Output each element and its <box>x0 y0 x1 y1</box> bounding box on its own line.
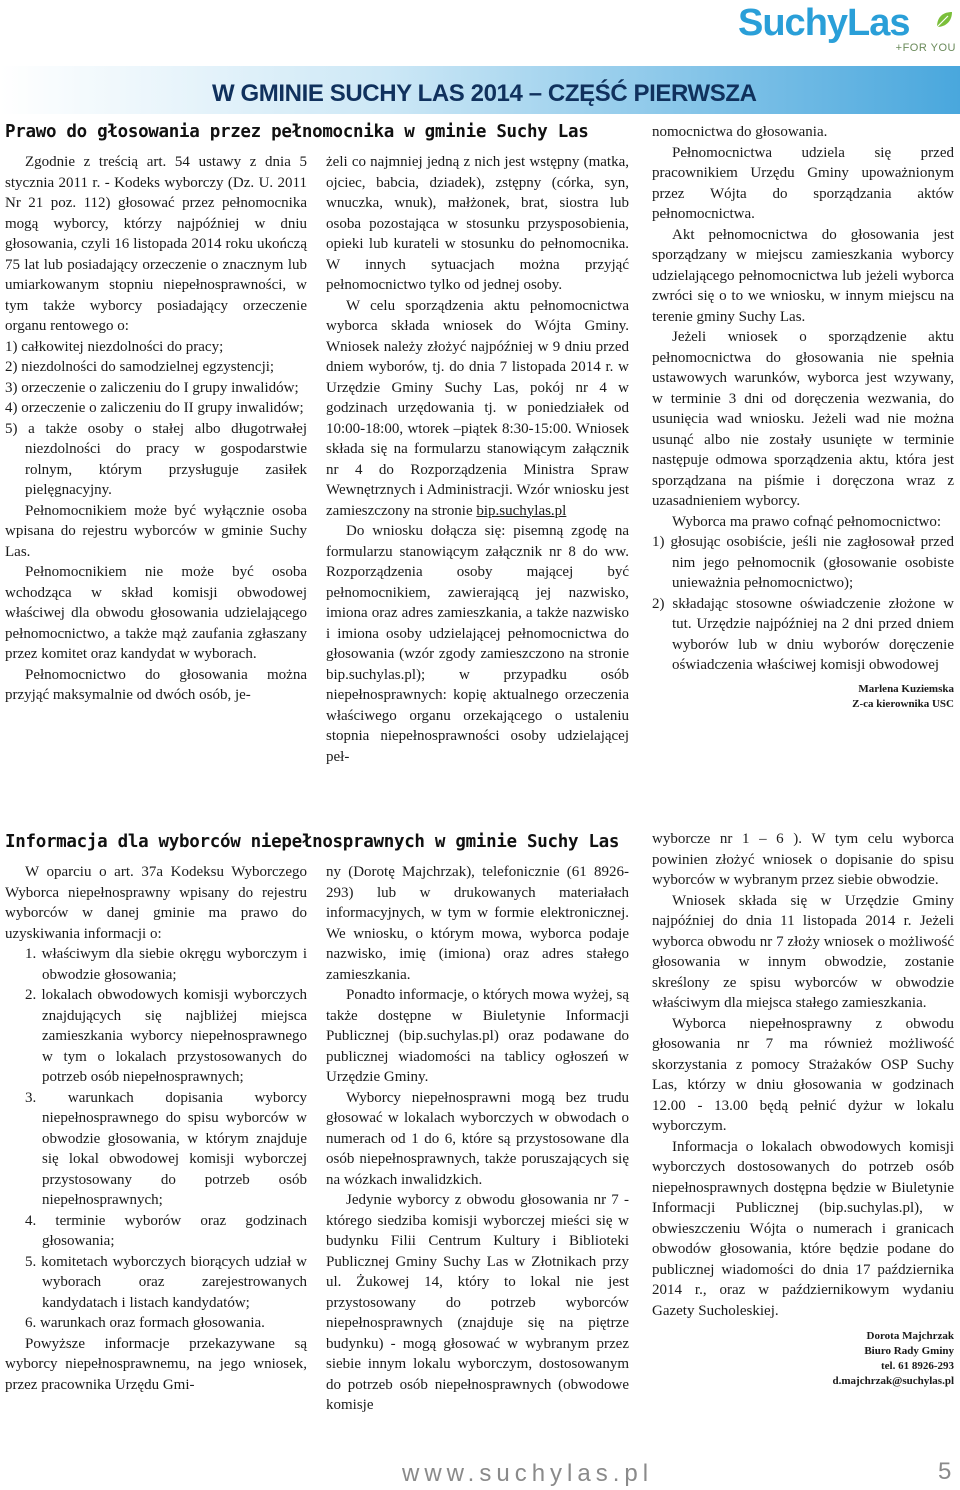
paragraph: Pełnomocnikiem może być wyłącznie osoba wpisana do rejestru wyborców w gminie Suchy Las. <box>5 502 307 560</box>
paragraph: żeli co najmniej jedną z nich jest wstępny (matka, ojciec, babcia, dziadek), zstępny (córka, syn, wnuczka, wnuk), małżonek, brat, siostra lub osoba pozostająca w stosunku przysposobienia, opieki lub kurateli w stosunku do pełnomocnika. W innych sytuacjach można przyjąć pełnomocnictwo tylko od jednej osoby. <box>326 154 629 293</box>
signature-name: Dorota Majchrzak <box>866 1330 954 1342</box>
paragraph: Akt pełnomocnictwa do głosowania jest sporządzany w miejscu zamieszkania wyborcy udzielającego pełnomocnictwa lub jeżeli wyborca zwróci się o to we wniosku, w innym miejscu na terenie gminy Suchy Las. <box>652 226 954 325</box>
leaf-icon <box>934 10 954 30</box>
section2-column-2 <box>326 862 629 1416</box>
paragraph: Powyższe informacje przekazywane są wyborcy niepełnosprawnemu, na jego wniosek, przez pracownika Urzędu Gmi- <box>5 1335 307 1393</box>
section1-title: Prawo do głosowania przez pełnomocnika w gminie Suchy Las <box>5 122 589 142</box>
suchy-las-logo <box>738 2 958 58</box>
list-item: 5. komitetach wyborczych biorących udział w wyborach oraz zarejestrowanych kandydatach i listach kandydatów; <box>25 1253 307 1311</box>
paragraph: W celu sporządzenia aktu pełnomocnictwa wyborca składa wniosek do Wójta Gminy. Wniosek należy złożyć najpóźniej w 9 dniu przed dniem wyborów, tj. do dnia 7 listopada 2014 r. w Urzędzie Gminy Suchy Las, pokój nr 4 w godzinach urzędowania tj. w poniedziałek od 10:00-18:00, wtorek –piątek 8:30-15:00. Wniosek składa się na formularzu stanowiącym załącznik nr 4 do Rozporządzenia Ministra Spraw Wewnętrznych i Administracji. Wzór wniosku jest zamieszczony na stronie bip.suchylas.pl <box>326 297 629 519</box>
paragraph: Wyborcy niepełnosprawni mogą bez trudu głosować w lokalach wyborczych w obwodach o numerach od 1 do 6, które są przystosowane dla osób niepełnosprawnych, także poruszających się na wózkach inwalidzkich. <box>326 1089 629 1188</box>
paragraph: Pełnomocnictwo do głosowania można przyjąć maksymalnie od dwóch osób, je- <box>5 666 307 703</box>
banner-title: W GMINIE SUCHY LAS 2014 – CZĘŚĆ PIERWSZA <box>212 80 757 107</box>
section1-column-1 <box>5 152 307 706</box>
paragraph: W oparciu o art. 37a Kodeksu Wyborczego Wyborca niepełnosprawny wpisany do rejestru wyborców w danej gminie ma prawo do uzyskiwania informacji o: <box>5 864 307 942</box>
list-item: 2) niezdolności do samodzielnej egzystencji; <box>5 359 275 375</box>
paragraph: Wniosek składa się w Urzędzie Gminy najpóźniej do dnia 11 listopada 2014 r. Jeżeli wyborca obwodu nr 7 złoży wniosek o możliwość głosowania w innym obwodzie, zostanie skreślony ze spisu wyborców w obwodzie właściwym dla miejsca stałego zamieszkania. <box>652 892 954 1011</box>
section1-column-3 <box>652 122 954 712</box>
paragraph: wyborcze nr 1 – 6 ). W tym celu wyborca powinien złożyć wniosek o dopisanie do spisu wyborców w wybranym przez siebie obwodzie. <box>652 831 954 888</box>
signature-org: Biuro Rady Gminy <box>864 1345 954 1357</box>
list-item: 4) orzeczenie o zaliczeniu do II grupy inwalidów; <box>5 400 304 416</box>
paragraph: Wyborca ma prawo cofnąć pełnomocnictwo: <box>672 513 941 530</box>
paragraph: Informacja o lokalach obwodowych komisji wyborczych dostosowanych do potrzeb osób niepełnosprawnych dostępna będzie w Biuletynie Informacji Publicznej (bip.suchylas.pl), w obwieszczeniu Wójta o numerach i granicach obwodów głosowania, które będzie podane do publicznej wiadomości do dnia 17 października 2014 r., oraz w październikowym wydaniu Gazety Sucholeskiej. <box>652 1138 954 1319</box>
paragraph: ny (Dorotę Majchrzak), telefonicznie (61 8926-293) lub w drukowanych materiałach informacyjnych, w tym w formie elektronicznej. We wniosku, o którym mowa, wyborca podaje nazwisko, imię (imiona) oraz adres stałego zamieszkania. <box>326 864 629 983</box>
paragraph: Zgodnie z treścią art. 54 ustawy z dnia 5 stycznia 2011 r. - Kodeks wyborczy (Dz. U. 2011 Nr 21 poz. 112) głosować przez pełnomocnika mogą wyborcy, którzy najpóźniej w dniu głosowania, czyli 16 listopada 2014 roku ukończą 75 lat lub posiadający orzeczenie o znacznym lub umiarkowanym stopniu niepełnosprawności, w tym także wyborcy posiadający orzeczenie organu rentowego o: <box>5 154 307 334</box>
list-item: 5) a także osoby o stałej albo długotrwałej niezdolności do pracy w gospodarstwie rolnym, którym przysługuje zasiłek pielęgnacyjny. <box>5 420 307 498</box>
list-item: 1) całkowitej niezdolności do pracy; <box>5 338 224 355</box>
list-item: 3. warunkach dopisania wyborcy niepełnosprawnego do spisu wyborców w obwodzie głosowania, w którym znajduje się lokal obwodowej komisji wyborczej przystosowany do potrzeb osób niepełnosprawnych; <box>25 1089 307 1208</box>
signature-block <box>652 682 954 712</box>
bip-link[interactable]: bip.suchylas.pl <box>476 502 567 519</box>
signature-name: Marlena Kuziemska <box>858 682 954 695</box>
list-item: 1) głosując osobiście, jeśli nie zagłosował przed nim jego pełnomocnik (głosowanie osobiste unieważnia pełnomocnictwo); <box>652 534 954 591</box>
paragraph: Jedynie wyborcy z obwodu głosowania nr 7 - którego siedziba komisji wyborczej mieści się w budynku Filii Centrum Kultury i Biblioteki Publicznej Gminy Suchy Las w Złotnikach przy ul. Żukowej 14, który to lokal nie jest przystosowany do potrzeb wyborców niepełnosprawnych (znajduje się na piętrze budynku) - mogą głosować w wybranym przez siebie innym lokalu wyborczym, dostosowanym do potrzeb osób niepełnosprawnych (obwodowe komisje <box>326 1192 629 1413</box>
signature-phone: tel. 61 8926-293 <box>880 1360 954 1372</box>
list-item: 2) składając stosowne oświadczenie złożone w tut. Urzędzie najpóźniej na 2 dni przed dniem wyborów lub w dniu wyborów doręczenie oświadczenia właściwej komisji obwodowej <box>652 595 954 673</box>
paragraph: Pełnomocnictwa udziela się przed pracownikiem Urzędu Gminy upoważnionym przez Wójta do sporządzania aktów pełnomocnictwa. <box>652 144 954 222</box>
section1-column-2 <box>326 152 629 767</box>
page-number: 5 <box>938 1458 952 1485</box>
list-item: 2. lokalach obwodowych komisji wyborczych znajdujących się najbliżej miejsca zamieszkania wyborcy niepełnosprawnego w tym o lokalach przystosowanych do potrzeb osób niepełnosprawnych; <box>25 987 307 1085</box>
signature-block <box>652 1329 954 1389</box>
logo-tagline: +FOR YOU <box>895 42 956 54</box>
logo-wordmark: SuchyLas <box>738 2 910 44</box>
paragraph: Pełnomocnikiem nie może być osoba wchodząca w skład komisji obwodowej właściwej dla obwodu głosowania udzielającego pełnomocnictwo, a także mąż zaufania zgłaszany przez komitet oraz kandydat w wyborach. <box>5 564 307 662</box>
section2-column-3 <box>652 829 954 1389</box>
list-item: 3) orzeczenie o zaliczeniu do I grupy inwalidów; <box>5 379 299 396</box>
paragraph: Jeżeli wniosek o sporządzenie aktu pełnomocnictwa do głosowania nie spełnia ustawowych warunków, wyborca jest wzywany, w terminie 3 dni od doręczenia wezwania, do usunięcia wad wniosku. Jeżeli wad nie można usunąć albo nie zostały usunięte w terminie następuje odmowa sporządzenia aktu, która jest sporządzana na piśmie i doręczona wraz z uzasadnieniem wyborcy. <box>652 329 954 509</box>
list-item: 1. właściwym dla siebie okręgu wyborczym i obwodzie głosowania; <box>25 946 307 983</box>
footer-url[interactable]: www.suchylas.pl <box>402 1460 654 1487</box>
list-item: 4. terminie wyborów oraz godzinach głosowania; <box>25 1212 307 1249</box>
list-item: 6. warunkach oraz formach głosowania. <box>25 1315 265 1331</box>
paragraph: Ponadto informacje, o których mowa wyżej, są także dostępne w Biuletynie Informacji Publicznej (bip.suchylas.pl) oraz podawane do publicznej wiadomości na tablicy ogłoszeń w Urzędzie Gminy. <box>326 987 629 1085</box>
section2-column-1 <box>5 862 307 1395</box>
section2-title: Informacja dla wyborców niepełnosprawnych w gminie Suchy Las <box>5 832 620 852</box>
signature-role: Z-ca kierownika USC <box>852 697 954 710</box>
signature-email[interactable]: d.majchrzak@suchylas.pl <box>832 1375 954 1387</box>
paragraph: nomocnictwa do głosowania. <box>652 124 828 140</box>
paragraph: Do wniosku dołącza się: pisemną zgodę na formularzu stanowiącym załącznik nr 8 do ww. Rozporządzenia osoby mającej być pełnomocnikiem, zawierającą jej nazwisko, imiona oraz adres zamieszkania, a także nazwisko i imiona osoby udzielającej pełnomocnictwa do głosowania (wzór zgody zamieszczono na stronie bip.suchylas.pl); w przypadku osób niepełnosprawnych: kopię aktualnego orzeczenia właściwego organu orzekającego o ustaleniu stopnia niepełnosprawności osoby udzielającej peł- <box>326 523 629 765</box>
paragraph: Wyborca niepełnosprawny z obwodu głosowania nr 7 ma również możliwość skorzystania z pomocy Strażaków OSP Suchy Las, którzy w dniu głosowania w godzinach 12.00 - 13.00 będą pełnić dyżur w lokalu wyborczym. <box>652 1015 954 1134</box>
